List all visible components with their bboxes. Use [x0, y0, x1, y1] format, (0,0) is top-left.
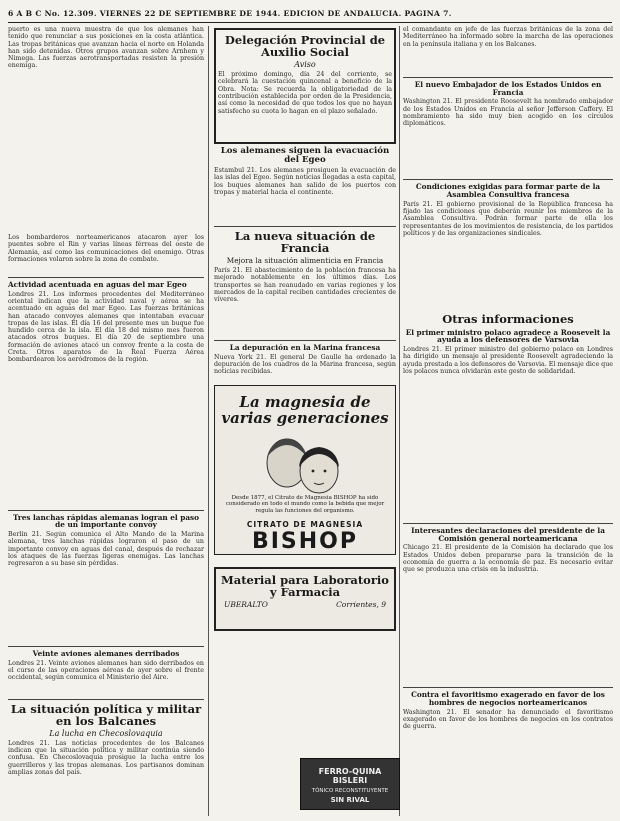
- separator: [8, 277, 204, 278]
- article-continuation: puerto es una nueva muestra de que los alemanes han tenido que renunciar a sus posiciones en la costa atlántica. Las tropas británicas que avanzan hacia el norte en Holanda han sido detenidas. Otros grupos avanzan sobre Arnhem y Nimega. Las fuerzas aerotransportadas resisten la presión enemiga.: [8, 26, 204, 70]
- notice-subtitle-auxilio: Aviso: [294, 60, 316, 70]
- separator: [8, 699, 204, 700]
- advertisement-bishop: [214, 385, 396, 555]
- article-body-condiciones: París 21. El gobierno provisional de la República francesa ha fijado las condiciones que deberán reunir los miembros de la Asamblea Consultiva. Podrán formar parte de ella los representantes de los movimientos de resistencia, de los partidos políticos y de las organizaciones sindicales.: [403, 200, 613, 237]
- woman-portrait-illustration: [215, 427, 395, 495]
- article-subtitle-francia: Mejora la situación alimenticia en Francia: [226, 256, 384, 266]
- article-body-comision: Chicago 21. El presidente de la Comisión ha declarado que los Estados Unidos deben prepararse para la transición de la economía de guerra a la economía de paz. Es necesario evitar que se produzca una crisis en la industria.: [403, 544, 613, 574]
- separator: [403, 687, 613, 688]
- article-title-favoritismo: Contra el favoritismo exagerado en favor de los hombres de negocios norteamericanos: [411, 690, 605, 707]
- article-body-francia: París 21. El abastecimiento de la población francesa ha mejorado notablemente en los últimos días. Los transportes se han reanudado en varias regiones y los mercados de la capital reciben cantidades crecientes de víveres.: [214, 266, 396, 304]
- notice-body-auxilio: El próximo domingo, día 24 del corriente, se celebrará la cuestación quincenal a beneficio de la Obra. Nota: Se recuerda la obligatoriedad de la contribución establecida por orden de la Presidencia, así como la necesidad de que todos los que no hayan satisfecho su cuota lo hagan en el plazo señalado.: [218, 71, 392, 115]
- column-rule: [208, 26, 209, 816]
- separator: [403, 77, 613, 78]
- ad-lab-footer: [216, 600, 394, 609]
- article-title-embajador: El nuevo Embajador de los Estados Unidos en Francia: [414, 80, 602, 97]
- article-title-bombers: Veinte aviones alemanes derribados: [32, 648, 180, 658]
- ad-lab-address: Corrientes, 9: [336, 599, 386, 609]
- ad-lab-name: UBERALTO: [224, 599, 268, 609]
- article-title-egeo: Los alemanes siguen la evacuación del Egeo: [220, 146, 390, 166]
- article-body-polaco: Londres 21. El primer ministro del gobierno polaco en Londres ha dirigido un mensaje al presidente Roosevelt agradeciendo la ayuda prestada a los defensores de Varsovia. El mensaje dice que los polacos nunca olvidarán este gesto de solidaridad.: [403, 346, 613, 375]
- ad-bishop-product: CITRATO DE MAGNESIA: [246, 520, 364, 530]
- article-body-embajador: Washington 21. El presidente Roosevelt ha nombrado embajador de los Estados Unidos en Francia al señor Jefferson Caffery. El nombramiento ha sido muy bien acogido en los círculos diplomáticos.: [403, 98, 613, 128]
- article-title-convoy: Tres lanchas rápidas alemanas logran el paso de un importante convoy: [12, 512, 200, 530]
- article-body-balkans: Londres 21. Las noticias procedentes de los Balcanes indican que la situación política y militar continúa siendo confusa. En Checoslovaquia prosigue la lucha entre los guerrilleros y las tropas alemanas. Los partisanos dominan amplias zonas del país.: [8, 739, 204, 776]
- separator: [8, 510, 204, 511]
- notice-title-auxilio: Delegación Provincial de Auxilio Social: [224, 33, 386, 60]
- column-3: [403, 26, 613, 816]
- article-body-aegean: Londres 21. Los informes procedentes del Mediterráneo oriental indican que la actividad naval y aérea se ha acentuado en aguas del mar Egeo. Las fuerzas británicas han atacado convoyes alemanes que intentaban evacuar tropas de las islas. El día 16 del presente mes un buque fue hundido cerca de la isla. El día 18 del mismo mes fueron atacados otros buques. El día 20 de septiembre una formación de aviones atacó un convoy frente a la costa de Creta. Otros aparatos de la Real Fuerza Aérea bombardearon los aeródromos de la región.: [8, 290, 204, 364]
- separator: [8, 646, 204, 647]
- article-continuation: el comandante en jefe de las fuerzas británicas de la zona del Mediterráneo ha informado sobre la marcha de las operaciones en la península italiana y en los Balcanes.: [403, 26, 613, 48]
- column-2: [214, 26, 396, 816]
- column-1: [8, 26, 204, 816]
- article-title-marina: La depuración en la Marina francesa: [229, 342, 381, 352]
- ad-bishop-title: La magnesia de varias generaciones: [221, 392, 389, 428]
- separator: [214, 340, 396, 341]
- ad-bishop-note: Desde 1877, el Citrato de Magnesia BISHOP ha sido considerado en todo el mundo como la bebida que mejor regula las funciones del organismo.: [225, 494, 385, 514]
- ad-lab-title: Material para Laboratorio y Farmacia: [221, 572, 389, 599]
- article-body-convoy: Berlín 21. Según comunica el Alto Mando de la Marina alemana, tres lanchas rápidas lograron el paso de un importante convoy en aguas del canal, después de rechazar los ataques de las fuerzas ligeras enemigas. Las lanchas regresaron a su base sin pérdidas.: [8, 530, 204, 568]
- ad-ferroquina-line1: FERRO-QUINA BISLERI: [318, 767, 382, 785]
- advertisement-ferroquina: [300, 758, 400, 810]
- article-title-balkans: La situación política y militar en los Balcanes: [10, 701, 202, 728]
- article-paragraph: Los bombarderos norteamericanos atacaron ayer los puentes sobre el Rin y varias líneas férreas del oeste de Alemania, así como las comunicaciones del enemigo. Otras formaciones volaron sobre la zona de combate.: [8, 234, 204, 263]
- article-subtitle-balkans: La lucha en Checoslovaquia: [49, 728, 163, 738]
- column-rule: [399, 26, 400, 816]
- article-body-bombers: Londres 21. Veinte aviones alemanes han sido derribados en el curso de las operaciones aéreas de ayer sobre el frente occidental, según comunica el Ministerio del Aire.: [8, 659, 204, 682]
- advertisement-laboratorio: [214, 567, 396, 631]
- page-header: 6 A B C No. 12.309. VIERNES 22 DE SEPTIEMBRE DE 1944. EDICION DE ANDALUCIA. PAGINA 7.: [8, 8, 612, 23]
- separator: [403, 523, 613, 524]
- ad-bishop-brand: BISHOP: [251, 529, 359, 555]
- article-title-francia: La nueva situación de Francia: [234, 229, 376, 256]
- article-title-polaco: El primer ministro polaco agradece a Roosevelt la ayuda a los defensores de Varsovia: [405, 327, 611, 345]
- separator: [214, 226, 396, 227]
- notice-box-auxilio: [214, 28, 396, 144]
- ad-ferroquina-line3: SIN RIVAL: [330, 796, 370, 804]
- article-title-condiciones: Condiciones exigidas para formar parte de la Asamblea Consultiva francesa: [415, 182, 601, 199]
- article-body-egeo: Estambul 21. Los alemanes prosiguen la evacuación de las islas del Egeo. Según noticias llegadas a esta capital, los buques alemanes han salido de los puertos con tropas y material hacia el continente.: [214, 167, 396, 197]
- article-body-favoritismo: Washington 21. El senador ha denunciado el favoritismo exagerado en favor de los hombres de negocios en los contratos de guerra.: [403, 708, 613, 731]
- article-title-aegean: Actividad acentuada en aguas del mar Egeo: [8, 280, 187, 289]
- article-title-comision: Interesantes declaraciones del presidente de la Comisión general norteamericana: [411, 526, 605, 543]
- separator: [403, 179, 613, 180]
- section-title-otras: Otras informaciones: [442, 311, 574, 326]
- article-body-marina: Nueva York 21. El general De Gaulle ha ordenado la depuración de los cuadros de la Marina francesa, según noticias recibidas.: [214, 353, 396, 376]
- ad-ferroquina-line2: TÓNICO RECONSTITUYENTE: [311, 788, 389, 794]
